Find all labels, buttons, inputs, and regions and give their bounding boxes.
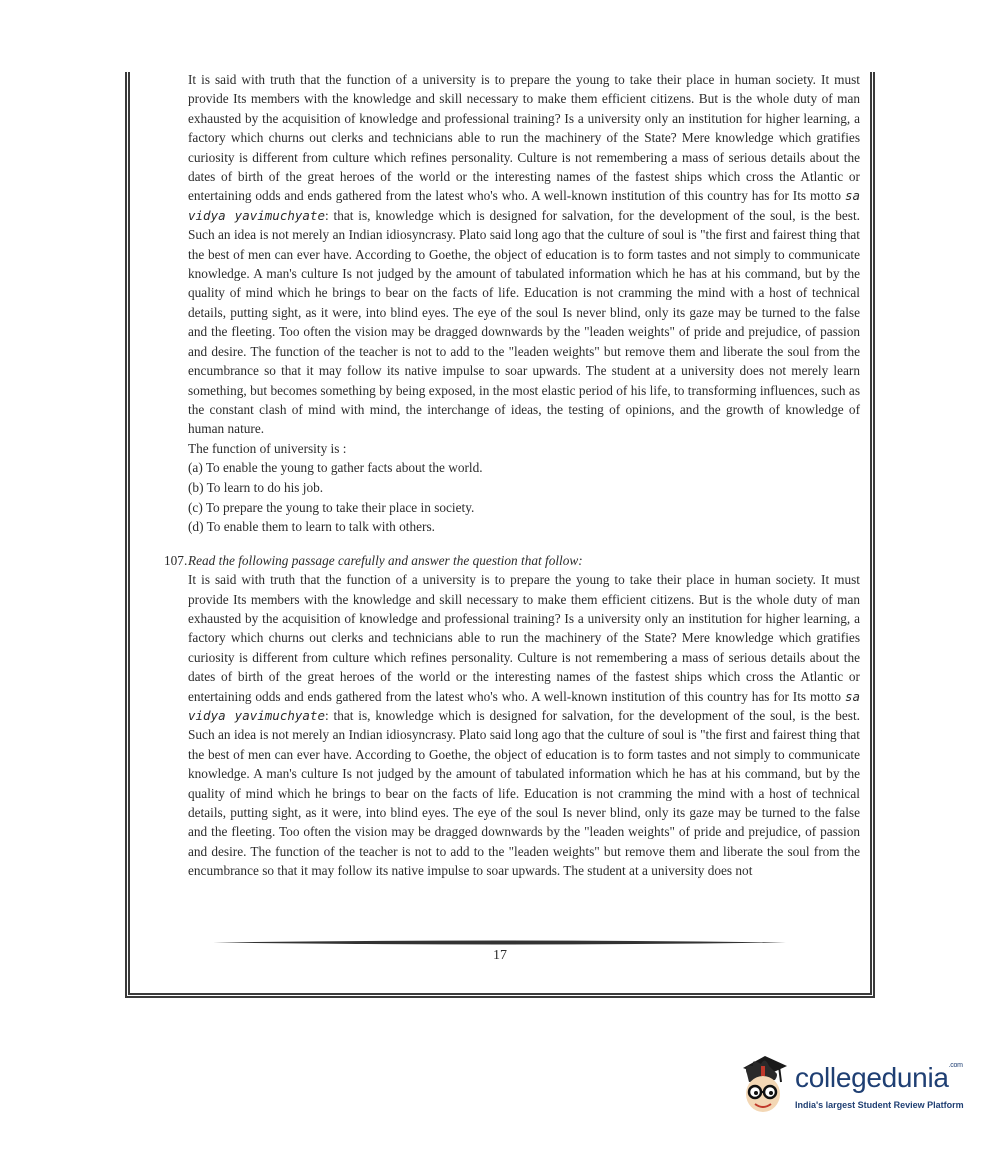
- question-number: 107.: [164, 552, 188, 568]
- page-number: 17: [493, 948, 507, 963]
- option-c: (c) To prepare the young to take their place in society.: [188, 499, 475, 515]
- option-b: (b) To learn to do his job.: [188, 479, 324, 495]
- collegedunia-logo: [735, 1052, 964, 1122]
- motto: sa vidya yavimuchyate: [188, 188, 860, 223]
- question-stem: The function of university is :: [188, 440, 347, 456]
- passage-1: It is said with truth that the function of a university is to prepare the young to take their place in human society. It must provide Its members with the knowledge and skill necessary to make them efficient citizens. But is the whole duty of man exhausted by the acquisition of knowledge and professional training? Is a university only an institution for higher learning, a factory which churns out clerks and technicians able to run the machinery of the State? Mere knowledge which gratifies curiosity is different from culture which refines personality. Culture is not remembering a mass of serious details about the dates of birth of the great heroes of the world or the interesting names of the fastest ships which cross the Atlantic or entertaining odds and ends gathered from the latest who's who. A well-known institution of this country has for Its motto sa vidya yavimuchyate: that is, knowledge which is designed for salvation, for the development of the soul, is the best. Such an idea is not merely an Indian idiosyncrasy. Plato said long ago that the culture of soul is "the first and fairest thing that the best of men can ever have. According to Goethe, the object of education is to form tastes and not simply to communicate knowledge. A man's culture Is not judged by the amount of tabulated information which he has at his command, but by the quality of mind which he brings to bear on the facts of life. Education is not cramming the mind with a host of technical details, putting sight, as it were, into blind eyes. The eye of the soul Is never blind, only its gaze may be turned to the false and the fleeting. Too often the vision may be dragged downwards by the "leaden weights" of pride and prejudice, of passion and desire. The function of the teacher is not to add to the "leaden weights" but remove them and liberate the soul from the encumbrance so that it may follow its native impulse to soar upwards. The student at a university does not merely learn something, but becomes something by being exposed, in the most elastic period of his life, to transforming influences, such as the constant clash of mind with mind, the interchange of ideas, the testing of opinions, and the growth of knowledge of human nature.: [188, 72, 860, 437]
- passage-2: It is said with truth that the function of a university is to prepare the young to take their place in human society. It must provide Its members with the knowledge and skill necessary to make them efficient citizens. But is the whole duty of man exhausted by the acquisition of knowledge and professional training? Is a university only an institution for higher learning, a factory which churns out clerks and technicians able to run the machinery of the State? Mere knowledge which gratifies curiosity is different from culture which refines personality. Culture is not remembering a mass of serious details about the dates of birth of the great heroes of the world or the interesting names of the fastest ships which cross the Atlantic or entertaining odds and ends gathered from the latest who's who. A well-known institution of this country has for Its motto sa vidya yavimuchyate: that is, knowledge which is designed for salvation, for the development of the soul, is the best. Such an idea is not merely an Indian idiosyncrasy. Plato said long ago that the culture of soul is "the first and fairest thing that the best of men can ever have. According to Goethe, the object of education is to form tastes and not simply to communicate knowledge. A man's culture Is not judged by the amount of tabulated information which he has at his command, but by the quality of mind which he brings to bear on the facts of life. Education is not cramming the mind with a host of technical details, putting sight, as it were, into blind eyes. The eye of the soul Is never blind, only its gaze may be turned to the false and the fleeting. Too often the vision may be dragged downwards by the "leaden weights" of pride and prejudice, of passion and desire. The function of the teacher is not to add to the "leaden weights" but remove them and liberate the soul from the encumbrance so that it may follow its native impulse to soar upwards. The student at a university does not: [188, 572, 860, 879]
- option-a: (a) To enable the young to gather facts about the world.: [188, 460, 483, 476]
- brand-name: collegedunia$^{.com}$: [795, 1062, 963, 1093]
- page-content: [164, 70, 860, 881]
- question-107-heading: [164, 551, 860, 570]
- footer-rule: [213, 940, 786, 945]
- motto-2: sa vidya yavimuchyate: [188, 688, 860, 723]
- brand-tagline: India's largest Student Review Platform: [795, 1100, 964, 1110]
- option-d: (d) To enable them to learn to talk with others.: [188, 519, 435, 535]
- question-instruction: Read the following passage carefully and answer the question that follow:: [188, 552, 583, 568]
- options-list: [188, 458, 860, 536]
- mascot-icon: [735, 1052, 793, 1120]
